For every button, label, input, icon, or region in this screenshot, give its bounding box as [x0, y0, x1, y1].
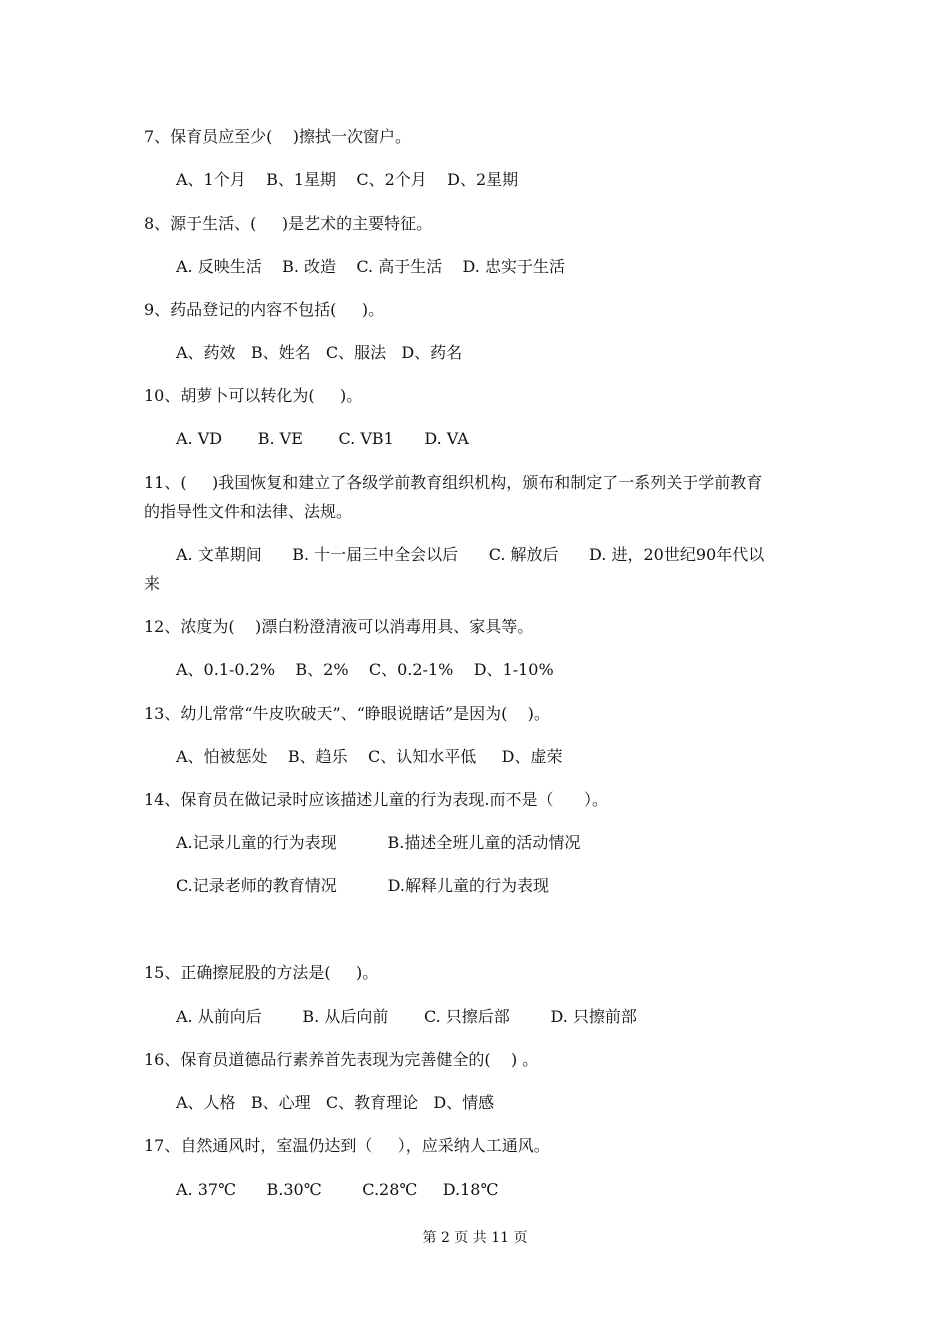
question-10-options: A. VD B. VE C. VB1 D. VA — [176, 429, 469, 448]
question-14-options-line1: A.记录儿童的行为表现 B.描述全班儿童的活动情况 — [176, 833, 581, 852]
question-12-options: A、0.1-0.2% B、2% C、0.2-1% D、1-10% — [176, 660, 554, 679]
question-13-options: A、怕被惩处 B、趋乐 C、认知水平低 D、虚荣 — [176, 747, 563, 766]
question-9-stem: 9、药品登记的内容不包括( )。 — [144, 300, 385, 319]
question-17-options: A. 37℃ B.30℃ C.28℃ D.18℃ — [176, 1180, 499, 1199]
question-11-stem-line1: 11、( )我国恢复和建立了各级学前教育组织机构，颁布和制定了一系列关于学前教育 — [144, 473, 763, 492]
question-8-stem: 8、源于生活、( )是艺术的主要特征。 — [144, 214, 433, 233]
question-11-options-line1: A. 文革期间 B. 十一届三中全会以后 C. 解放后 D. 进，20世纪90年代以 — [176, 545, 765, 564]
question-16-options: A、人格 B、心理 C、教育理论 D、情感 — [176, 1093, 495, 1112]
page-number-footer: 第 2 页 共 11 页 — [422, 1230, 528, 1246]
question-17-stem: 17、自然通风时，室温仍达到（ ），应采纳人工通风。 — [144, 1136, 550, 1155]
question-13-stem: 13、幼儿常常“牛皮吹破天”、“睁眼说瞎话”是因为( )。 — [144, 704, 550, 723]
question-7-stem: 7、保育员应至少( )擦拭一次窗户。 — [144, 127, 412, 146]
question-15-stem: 15、正确擦屁股的方法是( )。 — [144, 963, 379, 982]
question-11-stem-line2: 的指导性文件和法律、法规。 — [144, 502, 353, 521]
question-16-stem: 16、保育员道德品行素养首先表现为完善健全的( ) 。 — [144, 1050, 539, 1069]
question-14-options-line2: C.记录老师的教育情况 D.解释儿童的行为表现 — [176, 876, 549, 895]
question-8-options: A. 反映生活 B. 改造 C. 高于生活 D. 忠实于生活 — [176, 257, 565, 276]
question-14-stem: 14、保育员在做记录时应该描述儿童的行为表现.而不是（ ）。 — [144, 790, 608, 809]
question-9-options: A、药效 B、姓名 C、服法 D、药名 — [176, 343, 463, 362]
question-15-options: A. 从前向后 B. 从后向前 C. 只擦后部 D. 只擦前部 — [176, 1007, 637, 1026]
question-7-options: A、1个月 B、1星期 C、2个月 D、2星期 — [176, 170, 519, 189]
question-10-stem: 10、胡萝卜可以转化为( )。 — [144, 386, 363, 405]
question-11-options-line2: 来 — [144, 574, 161, 593]
question-12-stem: 12、浓度为( )漂白粉澄清液可以消毒用具、家具等。 — [144, 617, 534, 636]
